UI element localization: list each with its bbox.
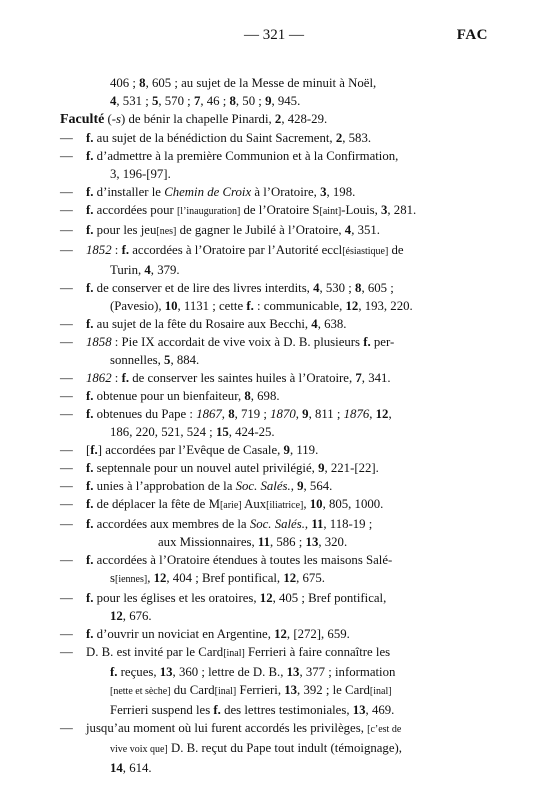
page-number: — 321 — [244,27,304,43]
running-head-keyword: FAC [456,27,488,43]
index-entry-line: f. reçues, 13, 360 ; lettre de D. B., 13, 377 ; information [110,665,396,679]
index-entry-line: — D. B. est invité par le Card[inal] Ferrieri à faire connaître les [60,643,480,663]
index-entry-line: 12, 676. [110,609,152,623]
index-entries [60,74,480,777]
index-entry-line: — f. au sujet de la fête du Rosaire aux Becchi, 4, 638. [60,315,480,333]
index-entry-line: — f. septennale pour un nouvel autel privilégié, 9, 221-[22]. [60,459,480,477]
entry-headword-line: Faculté (-s) de bénir la chapelle Pinardi, 2, 428-29. [60,112,328,127]
index-entry-line: — f. accordées aux membres de la Soc. Salés., 11, 118-19 ; [60,515,480,533]
index-entry-line: — f. de déplacer la fête de M[arie] Aux[iliatrice], 10, 805, 1000. [60,495,480,515]
index-entry-line: — f. au sujet de la bénédiction du Saint Sacrement, 2, 583. [60,129,480,147]
index-entry-line: — f. obtenue pour un bienfaiteur, 8, 698. [60,387,480,405]
index-entry-line: s[iennes], 12, 404 ; Bref pontifical, 12, 675. [110,571,325,585]
index-entry-line: vive voix que] D. B. reçut du Pape tout indult (témoignage), [110,741,402,755]
index-entry-line: — f. obtenues du Pape : 1867, 8, 719 ; 1870, 9, 811 ; 1876, 12, [60,405,480,423]
index-entry-line: [nette et sèche] du Card[inal] Ferrieri, 13, 392 ; le Card[inal] [110,683,392,697]
index-entry-line: — f. accordées à l’Oratoire étendues à toutes les maisons Salé- [60,551,480,569]
index-entry-line: sonnelles, 5, 884. [110,353,200,367]
index-entry-line: — f. pour les églises et les oratoires, 12, 405 ; Bref pontifical, [60,589,480,607]
index-entry-line: — f. d’ouvrir un noviciat en Argentine, 12, [272], 659. [60,625,480,643]
index-entry-line: — f. d’installer le Chemin de Croix à l’Oratoire, 3, 198. [60,183,480,201]
index-entry-line: (Pavesio), 10, 1131 ; cette f. : communicable, 12, 193, 220. [110,299,413,313]
index-entry-line: — f. unies à l’approbation de la Soc. Salés., 9, 564. [60,477,480,495]
index-entry-line: 406 ; 8, 605 ; au sujet de la Messe de minuit à Noël, [110,76,377,90]
index-entry-line: 3, 196-[97]. [110,167,171,181]
index-entry-line: — f. accordées pour [l’inauguration] de l’Oratoire S[aint]-Louis, 3, 281. [60,201,480,221]
index-entry-line: — 1862 : f. de conserver les saintes huiles à l’Oratoire, 7, 341. [60,369,480,387]
index-entry-line: Ferrieri suspend les f. des lettres testimoniales, 13, 469. [110,703,395,717]
index-entry-line: 14, 614. [110,761,152,775]
index-entry-line: — jusqu’au moment où lui furent accordés les privilèges, [c’est de [60,719,480,739]
index-entry-line: 4, 531 ; 5, 570 ; 7, 46 ; 8, 50 ; 9, 945. [110,94,301,108]
index-entry-line: — f. d’admettre à la première Communion et à la Confirmation, [60,147,480,165]
index-entry-line: — 1858 : Pie IX accordait de vive voix à D. B. plusieurs f. per- [60,333,480,351]
index-entry-line: 186, 220, 521, 524 ; 15, 424-25. [110,425,275,439]
index-entry-line: Turin, 4, 379. [110,263,180,277]
index-entry-line: — 1852 : f. accordées à l’Oratoire par l’Autorité eccl[ésiastique] de [60,241,480,261]
index-entry-line: aux Missionnaires, 11, 586 ; 13, 320. [158,535,348,549]
index-entry-line: — [f.] accordées par l’Evêque de Casale, 9, 119. [60,441,480,459]
index-entry-line: — f. de conserver et de lire des livres interdits, 4, 530 ; 8, 605 ; [60,279,480,297]
index-entry-line: — f. pour les jeu[nes] de gagner le Jubilé à l’Oratoire, 4, 351. [60,221,480,241]
